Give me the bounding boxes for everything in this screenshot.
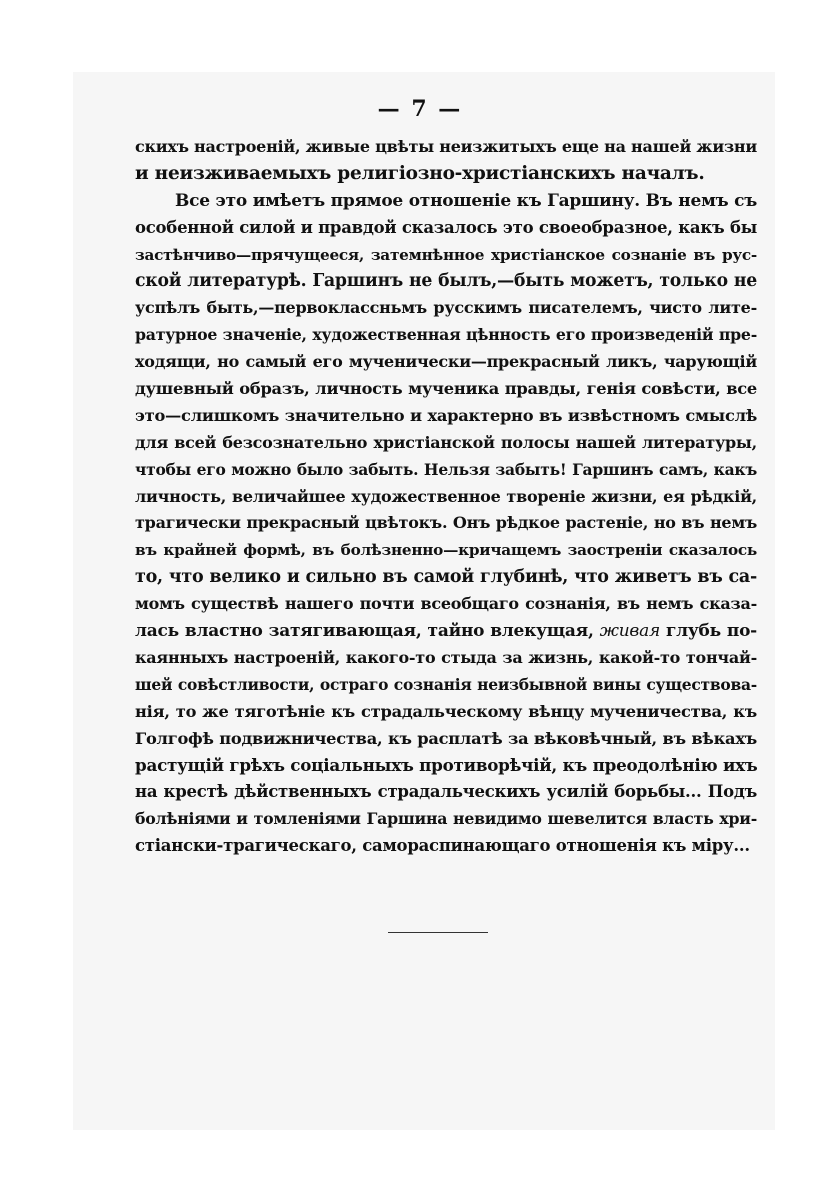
text-line [135,618,757,645]
text-line: чтобы его можно было забыть. Нельзя забыть! Гаршинъ самъ, какъ [135,459,757,479]
text-line: растущій грѣхъ соціальныхъ противорѣчій, къ преодолѣнію ихъ [135,755,758,776]
text-line: трагически прекрасный цвѣтокъ. Онъ рѣдкое растеніе, но въ немъ [135,513,757,533]
text-line: стіански-трагическаго, самораспинающаго отношенія къ міру... [135,836,750,856]
text-line: ратурное значеніе, художественная цѣнность его произведеній пре- [135,325,757,345]
text-line: ходящи, но самый его мученически—прекрасный ликъ, чарующій [135,352,757,372]
page-number: — 7 — [377,96,463,122]
text-line: момъ существѣ нашего почти всеобщаго сознанія, въ немъ сказа- [135,594,757,614]
text-line: на крестѣ дѣйственныхъ страдальческихъ усилій борьбы... Подъ [135,782,757,802]
text-line: то, что велико и сильно въ самой глубинѣ, что живетъ въ са- [135,567,757,588]
text-line: нія, то же тяготѣніе къ страдальческому вѣнцу мученичества, къ [135,701,757,721]
text-line: душевный образъ, личность мученика правды, генія совѣсти, все [135,379,757,399]
text-fragment: лась властно затягивающая, тайно влекущая, [135,621,600,642]
text-line: для всей безсознательно христіанской полосы нашей литературы, [135,432,757,452]
text-line: ской литературѣ. Гаршинъ не былъ,—быть можетъ, только не [135,271,757,292]
text-line: успѣлъ быть,—первоклассньмъ русскимъ писателемъ, чисто лите- [135,298,757,318]
text-line: болѣніями и томленіями Гаршина невидимо шевелится власть хри- [135,809,757,829]
text-line: Все это имѣетъ прямое отношеніе къ Гаршину. Въ немъ съ [175,190,757,211]
text-line: особенной силой и правдой сказалось это своеобразное, какъ бы [135,217,757,237]
text-fragment: глубь по- [659,621,757,642]
text-line: каянныхъ настроеній, какого-то стыда за жизнь, какой-то тончай- [135,647,757,667]
emphasized-word: живая [599,621,660,642]
end-rule [388,932,488,933]
text-line: это—слишкомъ значительно и характерно въ извѣстномъ смыслѣ [135,405,757,425]
body-text [135,134,757,860]
text-line: Голгофѣ подвижничества, къ расплатѣ за вѣковѣчный, въ вѣкахъ [135,728,757,748]
text-line: шей совѣстливости, остраго сознанія неизбывной вины существова- [135,674,757,694]
text-line: въ крайней формѣ, въ болѣзненно—кричащемъ заостреніи сказалось [135,541,757,560]
text-line: скихъ настроеній, живые цвѣты неизжитыхъ еще на нашей жизни [135,137,757,156]
text-line: застѣнчиво—прячущееся, затемнѣнное христіанское сознаніе въ рус- [135,245,757,264]
text-line: личность, величайшее художественное твореніе жизни, ея рѣдкій, [135,486,757,506]
text-line: и неизживаемыхъ религіозно-христіанскихъ началъ. [135,162,705,184]
